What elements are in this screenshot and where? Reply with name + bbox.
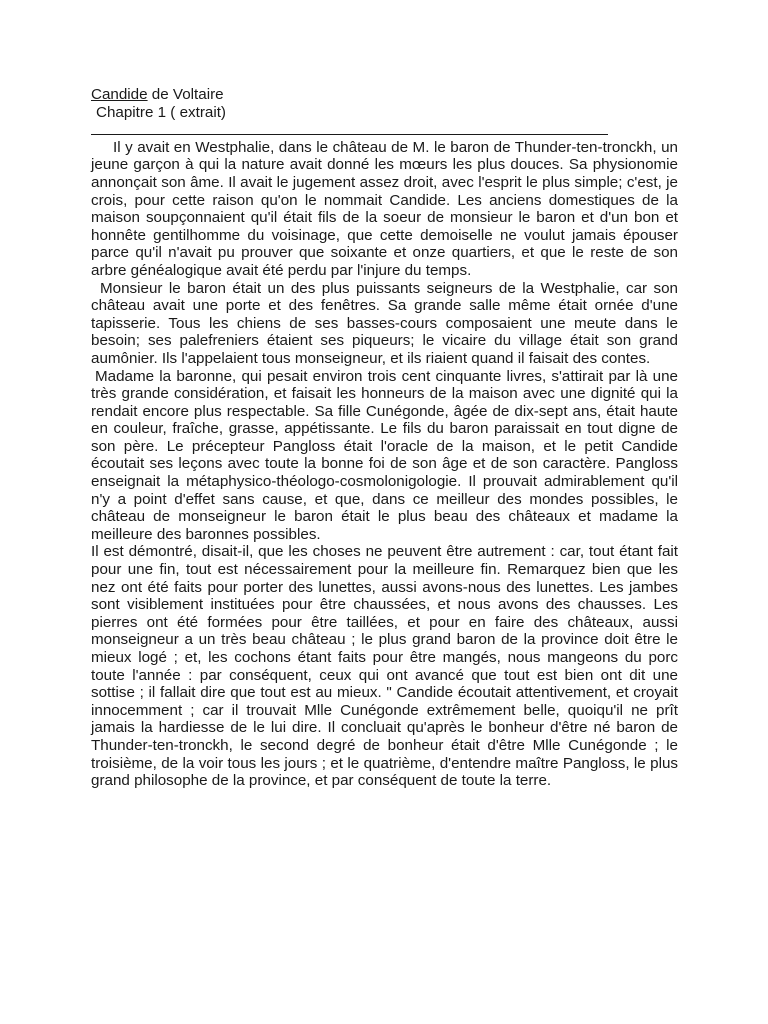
author-name: de Voltaire [147,86,224,103]
paragraph: Madame la baronne, qui pesait environ trois cent cinquante livres, s'attirait par là une très grande considération, et faisait les honneurs de la maison avec une dignité qui la rendait encore plus respectable. Sa fille Cunégonde, âgée de dix-sept ans, était haute en couleur, fraîche, grasse, appétissante. Le fils du baron paraissait en tout digne de son père. Le précepteur Pangloss était l'oracle de la maison, et le petit Candide écoutait ses leçons avec toute la bonne foi de son âge et de son caractère. Pangloss enseignait la métaphysico-théologo-cosmolonigologie. Il prouvait admirablement qu'il n'y a point d'effet sans cause, et que, dans ce meilleur des mondes possibles, le château de monseigneur le baron était le plus beau des châteaux et madame la meilleure des baronnes possibles. [91,367,678,543]
paragraph: Monsieur le baron était un des plus puissants seigneurs de la Westphalie, car son château avait une porte et des fenêtres. Sa grande salle même était ornée d'une tapisserie. Tous les chiens de ses basses-cours composaient une meute dans le besoin; ses palefreniers étaient ses piqueurs; le vicaire du village était son grand aumônier. Ils l'appelaient tous monseigneur, et ils riaient quand il faisait des contes. [91,279,678,367]
paragraph: Il y avait en Westphalie, dans le château de M. le baron de Thunder-ten-tronckh, un jeune garçon à qui la nature avait donné les mœurs les plus douces. Sa physionomie annonçait son âme. Il avait le jugement assez droit, avec l'esprit le plus simple; c'est, je crois, pour cette raison qu'on le nommait Candide. Les anciens domestiques de la maison soupçonnaient qu'il était fils de la soeur de monsieur le baron et d'un bon et honnête gentilhomme du voisinage, que cette demoiselle ne voulut jamais épouser parce qu'il n'avait pu prouver que soixante et onze quartiers, et que le reste de son arbre généalogique avait été perdu par l'injure du temps. [91,138,678,279]
paragraph: Il est démontré, disait-il, que les choses ne peuvent être autrement : car, tout étant fait pour une fin, tout est nécessairement pour la meilleure fin. Remarquez bien que les nez ont été faits pour porter des lunettes, aussi avons-nous des lunettes. Les jambes sont visiblement instituées pour être chaussées, et nous avons des chausses. Les pierres ont été formées pour être taillées, et pour en faire des châteaux, aussi monseigneur a un très beau château ; le plus grand baron de la province doit être le mieux logé ; et, les cochons étant faits pour être mangés, nous mangeons du porc toute l'année : par conséquent, ceux qui ont avancé que tout est bien ont dit une sottise ; il fallait dire que tout est au mieux. " Candide écoutait attentivement, et croyait innocemment ; car il trouvait Mlle Cunégonde extrêmement belle, quoiqu'il ne prît jamais la hardiesse de le lui dire. Il concluait qu'après le bonheur d'être né baron de Thunder-ten-tronckh, le second degré de bonheur était d'être Mlle Cunégonde ; le troisième, de la voir tous les jours ; et le quatrième, d'entendre maître Pangloss, le plus grand philosophe de la province, et par conséquent de toute la terre. [91,543,678,790]
document-title [91,86,678,104]
document-body [91,86,678,790]
work-title: Candide [91,86,148,103]
separator-line [91,121,608,139]
chapter-heading: Chapitre 1 ( extrait) [96,103,226,121]
